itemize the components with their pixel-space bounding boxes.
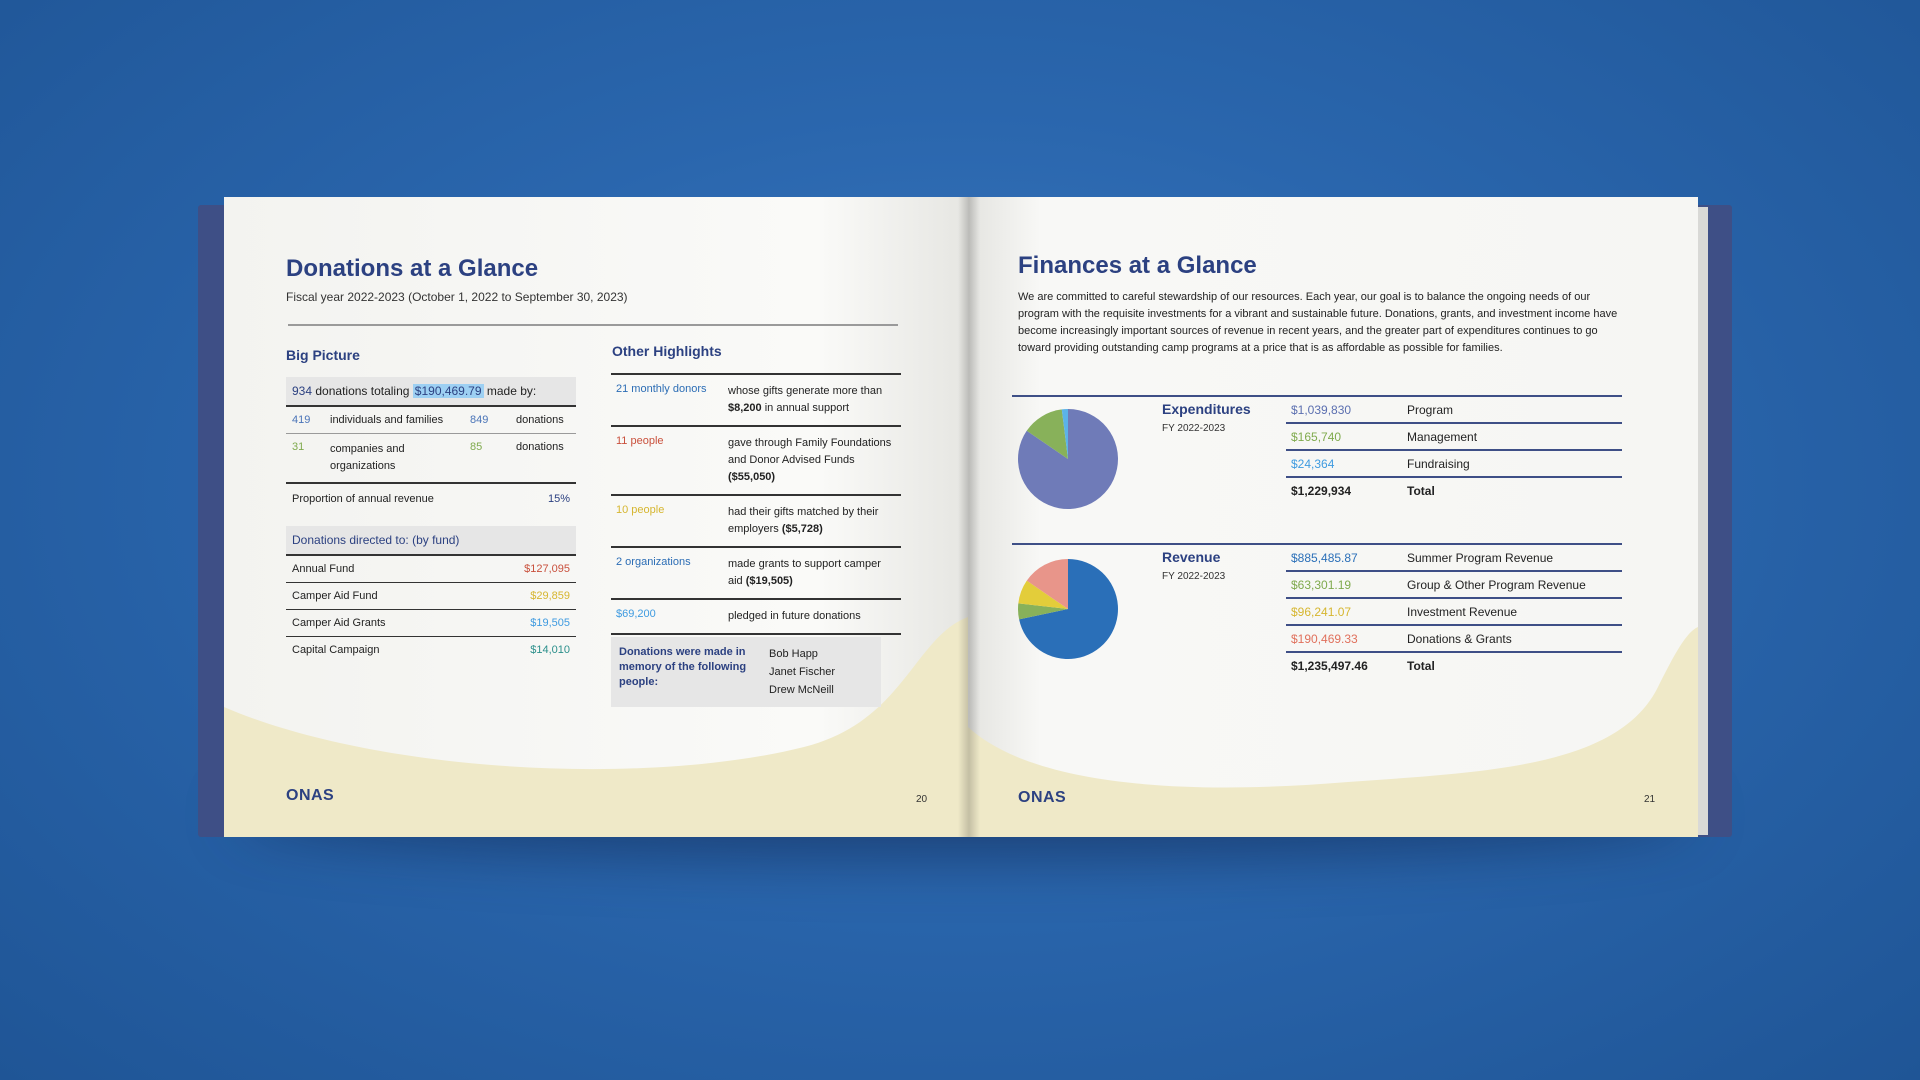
- memorial-names: [769, 645, 835, 699]
- table-row: [1286, 397, 1622, 424]
- table-row: [1286, 545, 1622, 572]
- table-row: [1286, 451, 1622, 478]
- lead-tail: made by:: [486, 384, 537, 398]
- amount: $24,364: [1291, 457, 1335, 471]
- fund-row: [286, 610, 576, 637]
- table-row: [1286, 424, 1622, 451]
- highlight-row: [611, 600, 901, 635]
- memorial-title: Donations were made in memory of the following people:: [619, 646, 747, 688]
- amount: $885,485.87: [1291, 551, 1358, 565]
- donation-count: 934: [292, 384, 313, 398]
- description: individuals and families: [330, 414, 444, 426]
- count: 849: [470, 414, 489, 426]
- fund-row: [286, 556, 576, 583]
- total-amount: $1,235,497.46: [1291, 659, 1368, 673]
- total-label: Total: [1407, 484, 1435, 498]
- revenue-section: [1012, 543, 1622, 695]
- memorial-box: [611, 637, 881, 707]
- proportion-label: Proportion of annual revenue: [292, 493, 434, 505]
- highlight-text: whose gifts generate more than $8,200 in annual support: [728, 385, 883, 414]
- fund-row: [286, 637, 576, 663]
- page-right: [968, 197, 1698, 837]
- fund-name: Annual Fund: [292, 563, 355, 575]
- fund-row: [286, 583, 576, 610]
- big-picture-lead: [286, 377, 576, 407]
- chart-title: Expenditures: [1162, 401, 1251, 417]
- fund-name: Camper Aid Fund: [292, 590, 378, 602]
- onas-logo: ONAS: [286, 787, 335, 804]
- amount: $165,740: [1291, 430, 1342, 444]
- amount: $63,301.19: [1291, 578, 1352, 592]
- other-highlights-table: [611, 373, 901, 635]
- fund-name: Capital Campaign: [292, 644, 380, 656]
- highlight-row: [611, 375, 901, 427]
- highlight-key: 21 monthly donors: [616, 383, 707, 395]
- funds-heading: Donations directed to: (by fund): [286, 526, 576, 556]
- amount: $190,469.33: [1291, 632, 1358, 646]
- page-title: Finances at a Glance: [1018, 252, 1257, 279]
- revenue-table: [1286, 545, 1622, 678]
- amount: $96,241.07: [1291, 605, 1352, 619]
- expenditures-section: [1012, 395, 1622, 517]
- fund-amount: $127,095: [524, 563, 570, 575]
- chart-title: Revenue: [1162, 549, 1221, 565]
- fund-amount: $29,859: [530, 590, 570, 602]
- total-row: [1286, 653, 1622, 678]
- category: Fundraising: [1407, 457, 1470, 471]
- fund-amount: $14,010: [530, 644, 570, 656]
- book-gutter: [958, 197, 980, 837]
- unit: donations: [516, 414, 564, 426]
- big-picture-table: [286, 377, 576, 663]
- highlight-row: [611, 427, 901, 496]
- amount: $1,039,830: [1291, 403, 1352, 417]
- lead-text: donations totaling: [315, 384, 410, 398]
- page-number: 20: [916, 794, 928, 805]
- proportion-row: [286, 484, 576, 512]
- page-title: Donations at a Glance: [286, 255, 539, 282]
- memorial-name: Drew McNeill: [769, 684, 834, 696]
- expenditures-table: [1286, 397, 1622, 503]
- highlight-key: 2 organizations: [616, 556, 691, 568]
- other-highlights-heading: Other Highlights: [612, 343, 722, 359]
- highlight-text: pledged in future donations: [728, 610, 861, 622]
- unit: donations: [516, 441, 564, 453]
- page-number: 21: [1644, 794, 1656, 805]
- highlight-row: [611, 496, 901, 548]
- highlight-text: gave through Family Foundations and Donor Advised Funds ($55,050): [728, 437, 892, 483]
- chart-subtitle: FY 2022-2023: [1162, 423, 1226, 434]
- category: Group & Other Program Revenue: [1407, 578, 1586, 592]
- page-left: [224, 197, 968, 837]
- big-picture-heading: Big Picture: [286, 347, 360, 363]
- highlight-key: 10 people: [616, 504, 665, 516]
- total-amount: $1,229,934: [1291, 484, 1352, 498]
- proportion-value: 15%: [547, 493, 570, 505]
- count: 31: [292, 441, 305, 453]
- table-row: [286, 407, 576, 434]
- category: Donations & Grants: [1407, 632, 1512, 646]
- count: 85: [470, 441, 483, 453]
- category: Summer Program Revenue: [1407, 551, 1554, 565]
- highlight-key: 11 people: [616, 435, 664, 447]
- revenue-label: [1162, 549, 1225, 582]
- highlight-text: made grants to support camper aid ($19,505): [728, 558, 881, 587]
- fund-name: Camper Aid Grants: [292, 617, 386, 629]
- category: Program: [1407, 403, 1454, 417]
- revenue-pie-chart: [1018, 553, 1122, 669]
- total-row: [1286, 478, 1622, 503]
- total-label: Total: [1407, 659, 1435, 673]
- intro-paragraph: We are committed to careful stewardship of our resources. Each year, our goal is to balance the ongoing needs of our program with the requisite investments for a vibrant and sustainable future. Donations, grants, and investment income have become increasingly important sources of revenue in recent years, and the greater part of expenditures continues to go toward providing outstanding camp programs at a price that is as affordable as possible for families.: [1018, 291, 1618, 354]
- count: 419: [292, 414, 311, 426]
- onas-logo: ONAS: [1018, 789, 1067, 806]
- category: Investment Revenue: [1407, 605, 1518, 619]
- table-row: [286, 434, 576, 484]
- donation-total: $190,469.79: [414, 384, 482, 398]
- memorial-name: Bob Happ: [769, 648, 818, 660]
- category: Management: [1407, 430, 1478, 444]
- table-row: [1286, 626, 1622, 653]
- fund-amount: $19,505: [530, 617, 570, 629]
- expenditures-label: [1162, 401, 1251, 434]
- highlight-row: [611, 548, 901, 600]
- highlight-text: had their gifts matched by their employers ($5,728): [728, 506, 879, 535]
- table-row: [1286, 572, 1622, 599]
- highlight-key: $69,200: [616, 608, 656, 620]
- page-subtitle: Fiscal year 2022-2023 (October 1, 2022 to September 30, 2023): [286, 290, 628, 304]
- memorial-name: Janet Fischer: [769, 666, 836, 678]
- page-edge: [1698, 207, 1708, 835]
- description: companies and organizations: [330, 443, 405, 472]
- divider: [288, 324, 898, 326]
- expenditures-pie-chart: [1018, 403, 1122, 519]
- chart-subtitle: FY 2022-2023: [1162, 571, 1226, 582]
- table-row: [1286, 599, 1622, 626]
